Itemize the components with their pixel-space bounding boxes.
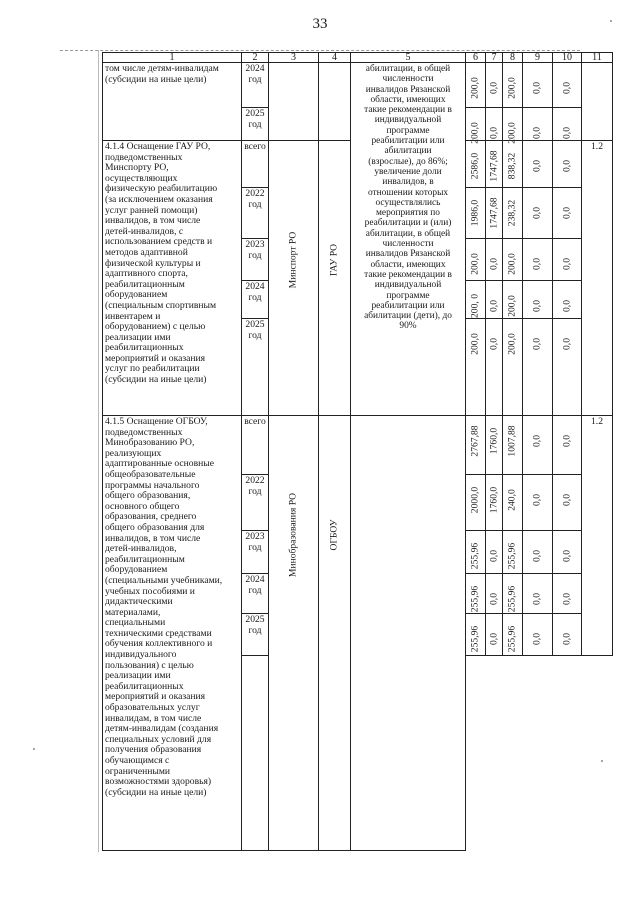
block_414-executor: ГАУ РО (328, 243, 340, 277)
page-number: 33 (312, 16, 328, 32)
block_414-responsible: Минспорт РО (287, 231, 299, 289)
block_414-col10-cell (552, 318, 582, 416)
header-col-1: 1 (102, 52, 242, 63)
header-col-11: 11 (581, 52, 613, 63)
block_414-value-col10: 0,0 (561, 338, 572, 350)
block_top-year-cell: 2024 год (241, 62, 269, 108)
block_415-value-col8: 255,96 (506, 625, 518, 653)
block_415-value-col8: 255,96 (506, 585, 518, 613)
block_414-value-col6: 200,0 (469, 333, 481, 355)
block_414-value-col7: 0,0 (488, 338, 499, 350)
block_415-value-col9: 0,0 (531, 494, 543, 506)
block_414-value-col6: 200, 0 (469, 294, 481, 318)
header-col-6: 6 (465, 52, 486, 63)
goal-indicator-cell: абилитации, в общей численности инвалидов Рязанской области, имеющих такие рекомендации в индивидуальной программе реабилитации или абилитации (взрослые), до 86%; увеличение доли инвалидов, в отношении которых осуществлялись мероприятия по реабилитации и (или) абилитации, в общей численности инвалидов Рязанской области, имеющих такие рекомендации в индивидуальной программе реабилитации или абилитации (дети), до 90% (350, 62, 466, 416)
block_414-col11-cell: 1.2 (581, 140, 613, 416)
block_414-year-cell: 2022 год (241, 187, 269, 239)
block_414-value-col9: 0,0 (531, 338, 543, 350)
block_414-year-cell: 2023 год (241, 238, 269, 281)
block_415-value-col9: 0,0 (531, 633, 543, 645)
block_414-value-col8: 838,32 (506, 152, 518, 180)
block_414-col4-cell (318, 140, 351, 416)
header-col-7: 7 (485, 52, 503, 63)
block_top-value-col10: 0,0 (561, 82, 572, 94)
block_415-value-col10: 0,0 (561, 633, 572, 645)
block_414-value-col10: 0,0 (561, 160, 572, 172)
block_415-value-col7: 0,0 (488, 593, 499, 605)
block_415-value-col10: 0,0 (561, 435, 572, 447)
block_414-value-col8: 200,0 (506, 253, 518, 275)
block_415-value-col8: 1007,88 (506, 425, 518, 457)
block_415-year-cell: 2025 год (241, 613, 269, 656)
block_415-executor: ОГБОУ (328, 519, 340, 551)
block_414-year-cell: всего (241, 140, 269, 188)
block_414-value-col10: 0,0 (561, 300, 572, 312)
block_415-value-col6: 255,96 (469, 542, 481, 570)
block_top-value-col6: 200,0 (469, 122, 481, 144)
block_top-value-col6: 200,0 (469, 77, 481, 99)
block_414-col7-cell (485, 318, 503, 416)
block_414-value-col7: 1747,68 (488, 197, 499, 229)
block_415-name-cell: 4.1.5 Оснащение ОГБОУ, подведомственных Минобразованию РО, реализующих адаптированные основные общеобразовательные программы начального общего образования, основного общего образования, среднего общего образования для инвалидов, в том числе детей-инвалидов, реабилитационным оборудованием (специальными учебниками, учебных пособиями и дидактическими материалами, специальными техническими средствами обучения коллективного и индивидуального пользования) с целью реализации ими реабилитационных мероприятий и оказания образовательных услуг инвалидам, в том числе детям-инвалидам (создания специальных условий для получения образования обучающимся с ограниченными возможностями здоровья) (субсидии на иные цели) (102, 415, 242, 851)
block_414-value-col7: 1747,68 (488, 150, 499, 182)
header-col-9: 9 (522, 52, 553, 63)
block_414-value-col6: 200,0 (469, 253, 481, 275)
block_415-year-cell: всего (241, 415, 269, 475)
block_414-value-col10: 0,0 (561, 207, 572, 219)
block_414-value-col9: 0,0 (531, 300, 543, 312)
block_415-value-col8: 240,0 (506, 489, 518, 511)
block_top-value-col9: 0,0 (531, 127, 543, 139)
block_414-value-col7: 0,0 (488, 258, 499, 270)
block_415-value-col10: 0,0 (561, 593, 572, 605)
block_414-value-col8: 200,0 (506, 333, 518, 355)
block_414-value-col8: 200,0 (506, 295, 518, 317)
block_414-value-col8: 238,32 (506, 199, 518, 227)
block_415-year-empty (241, 655, 269, 851)
block_top-col4-cell (318, 62, 351, 141)
block_top-value-col7: 0,0 (488, 127, 499, 139)
block_415-value-col6: 255,96 (469, 625, 481, 653)
block_415-value-col9: 0,0 (531, 593, 543, 605)
block_415-value-col7: 0,0 (488, 633, 499, 645)
block_415-col3-cell (268, 415, 319, 851)
block_top-value-col8: 200,0 (506, 122, 518, 144)
block_415-value-col6: 2767,88 (469, 425, 481, 457)
block_415-value-col6: 2000,0 (469, 486, 481, 514)
block_top-col11-cell (581, 62, 613, 141)
scan-speck (610, 20, 612, 22)
header-col-8: 8 (502, 52, 523, 63)
block_415-value-col6: 255,96 (469, 585, 481, 613)
block_414-value-col6: 1986,0 (469, 199, 481, 227)
block_415-value-col9: 0,0 (531, 435, 543, 447)
block_top-col3-cell (268, 62, 319, 141)
header-col-5: 5 (350, 52, 466, 63)
block_414-year-cell: 2024 год (241, 280, 269, 319)
scan-speck (33, 748, 35, 750)
block_414-value-col9: 0,0 (531, 160, 543, 172)
block_415-year-cell: 2023 год (241, 530, 269, 574)
goal-indicator-empty (350, 415, 466, 851)
block_top-value-col7: 0,0 (488, 82, 499, 94)
block_415-value-col7: 1760,0 (488, 486, 499, 514)
block_415-year-cell: 2024 год (241, 573, 269, 614)
block_415-value-col10: 0,0 (561, 494, 572, 506)
block_top-value-col9: 0,0 (531, 82, 543, 94)
block_top-value-col10: 0,0 (561, 127, 572, 139)
header-col-2: 2 (241, 52, 269, 63)
block_415-value-col10: 0,0 (561, 550, 572, 562)
block_415-responsible: Минобразования РО (287, 492, 299, 578)
block_414-value-col10: 0,0 (561, 258, 572, 270)
scan-margin-line (98, 50, 99, 852)
block_414-value-col9: 0,0 (531, 258, 543, 270)
header-col-3: 3 (268, 52, 319, 63)
block_415-value-col9: 0,0 (531, 550, 543, 562)
block_top-name-cell: том числе детям-инвалидам (субсидии на иные цели) (102, 62, 242, 141)
block_414-value-col6: 2586,0 (469, 152, 481, 180)
scan-speck (601, 760, 603, 762)
block_top-value-col8: 200,0 (506, 77, 518, 99)
block_414-value-col7: 0,0 (488, 300, 499, 312)
block_414-col9-cell (522, 318, 553, 416)
block_415-year-cell: 2022 год (241, 474, 269, 531)
block_415-col4-cell (318, 415, 351, 851)
block_415-value-col7: 1760,0 (488, 427, 499, 455)
header-col-10: 10 (552, 52, 582, 63)
scan-edge-line (60, 50, 580, 51)
block_414-value-col9: 0,0 (531, 207, 543, 219)
block_415-col11-cell: 1.2 (581, 415, 613, 656)
block_415-value-col7: 0,0 (488, 550, 499, 562)
block_top-year-cell: 2025 год (241, 107, 269, 141)
block_414-year-cell: 2025 год (241, 318, 269, 416)
block_415-value-col8: 255,96 (506, 542, 518, 570)
header-col-4: 4 (318, 52, 351, 63)
block_414-name-cell: 4.1.4 Оснащение ГАУ РО, подведомственных Минспорту РО, осуществляющих физическую реабилитацию (за исключением оказания услуг ранней помощи) инвалидов, в том числе детей-инвалидов, с использованием средств и методов адаптивной физической культуры и адаптивного спорта, реабилитационным оборудованием (специальным спортивным инвентарем и оборудованием) с целью реализации ими реабилитационных мероприятий и оказания услуг по реабилитации (субсидии на иные цели) (102, 140, 242, 416)
